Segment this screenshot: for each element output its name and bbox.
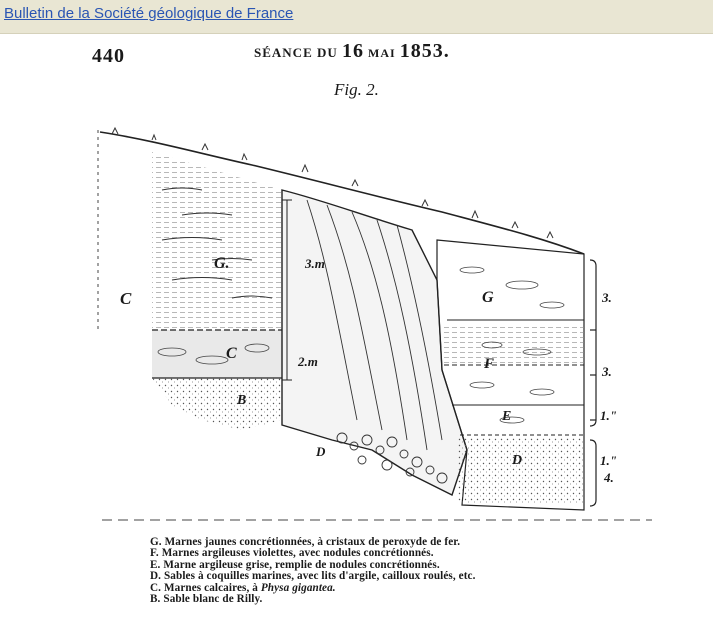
legend-entry-b: B. Sable blanc de Rilly. — [150, 593, 263, 606]
label-scale-2: 3. — [602, 364, 612, 379]
label-fissure-lower: 2.m — [298, 354, 318, 369]
running-head-prefix: SÉANCE DU — [254, 45, 343, 60]
legend-entry-c: C. Marnes calcaires, à Physa gigantea. — [150, 581, 336, 594]
label-c-inner: C — [226, 345, 237, 362]
running-head-year: 1853. — [399, 40, 450, 62]
label-scale-5: 4. — [604, 470, 614, 485]
figure-label: Fig. 2. — [334, 80, 379, 99]
running-head-day: 16 — [342, 40, 365, 62]
layer-c-left — [152, 330, 282, 378]
page-number: 440 — [92, 45, 125, 67]
label-g-right: G — [482, 289, 494, 306]
top-bar — [0, 0, 713, 34]
layer-f-fill — [444, 325, 584, 363]
label-scale-1: 3. — [602, 290, 612, 305]
layer-b — [152, 378, 282, 430]
running-head — [254, 40, 450, 63]
label-c-outer: C — [120, 289, 132, 308]
right-block-layers — [437, 240, 584, 510]
label-scale-4: 1." — [600, 453, 617, 468]
geological-section-illustration — [92, 120, 652, 530]
label-fissure-upper: 3.m — [305, 256, 325, 271]
label-scale-3: 1." — [600, 408, 617, 423]
legend-entry-d: D. Sables à coquilles marines, avec lits d'argile, cailloux roulés, etc. — [150, 570, 476, 583]
layer-g-left — [152, 152, 282, 330]
label-d-center: D — [316, 444, 326, 459]
journal-title-link[interactable]: Bulletin de la Société géologique de France — [4, 5, 294, 22]
figure-legend — [150, 537, 590, 605]
label-d-right: D — [512, 453, 523, 468]
legend-entry-f: F. Marnes argileuses violettes, avec nodules concrétionnés. — [150, 547, 434, 560]
legend-entry-g: G. Marnes jaunes concrétionnées, à cristaux de peroxyde de fer. — [150, 536, 461, 548]
label-b: B — [237, 393, 247, 408]
layer-d-fill — [457, 438, 584, 503]
running-head-month: MAI — [364, 46, 400, 60]
central-fissure — [282, 190, 467, 495]
scale-bracket — [590, 260, 596, 506]
label-e-right: E — [502, 409, 512, 424]
label-f-right: F — [484, 356, 495, 372]
legend-entry-e: E. Marne argileuse grise, remplie de nodules concrétionnés. — [150, 558, 440, 571]
label-g-left: G. — [214, 255, 230, 272]
